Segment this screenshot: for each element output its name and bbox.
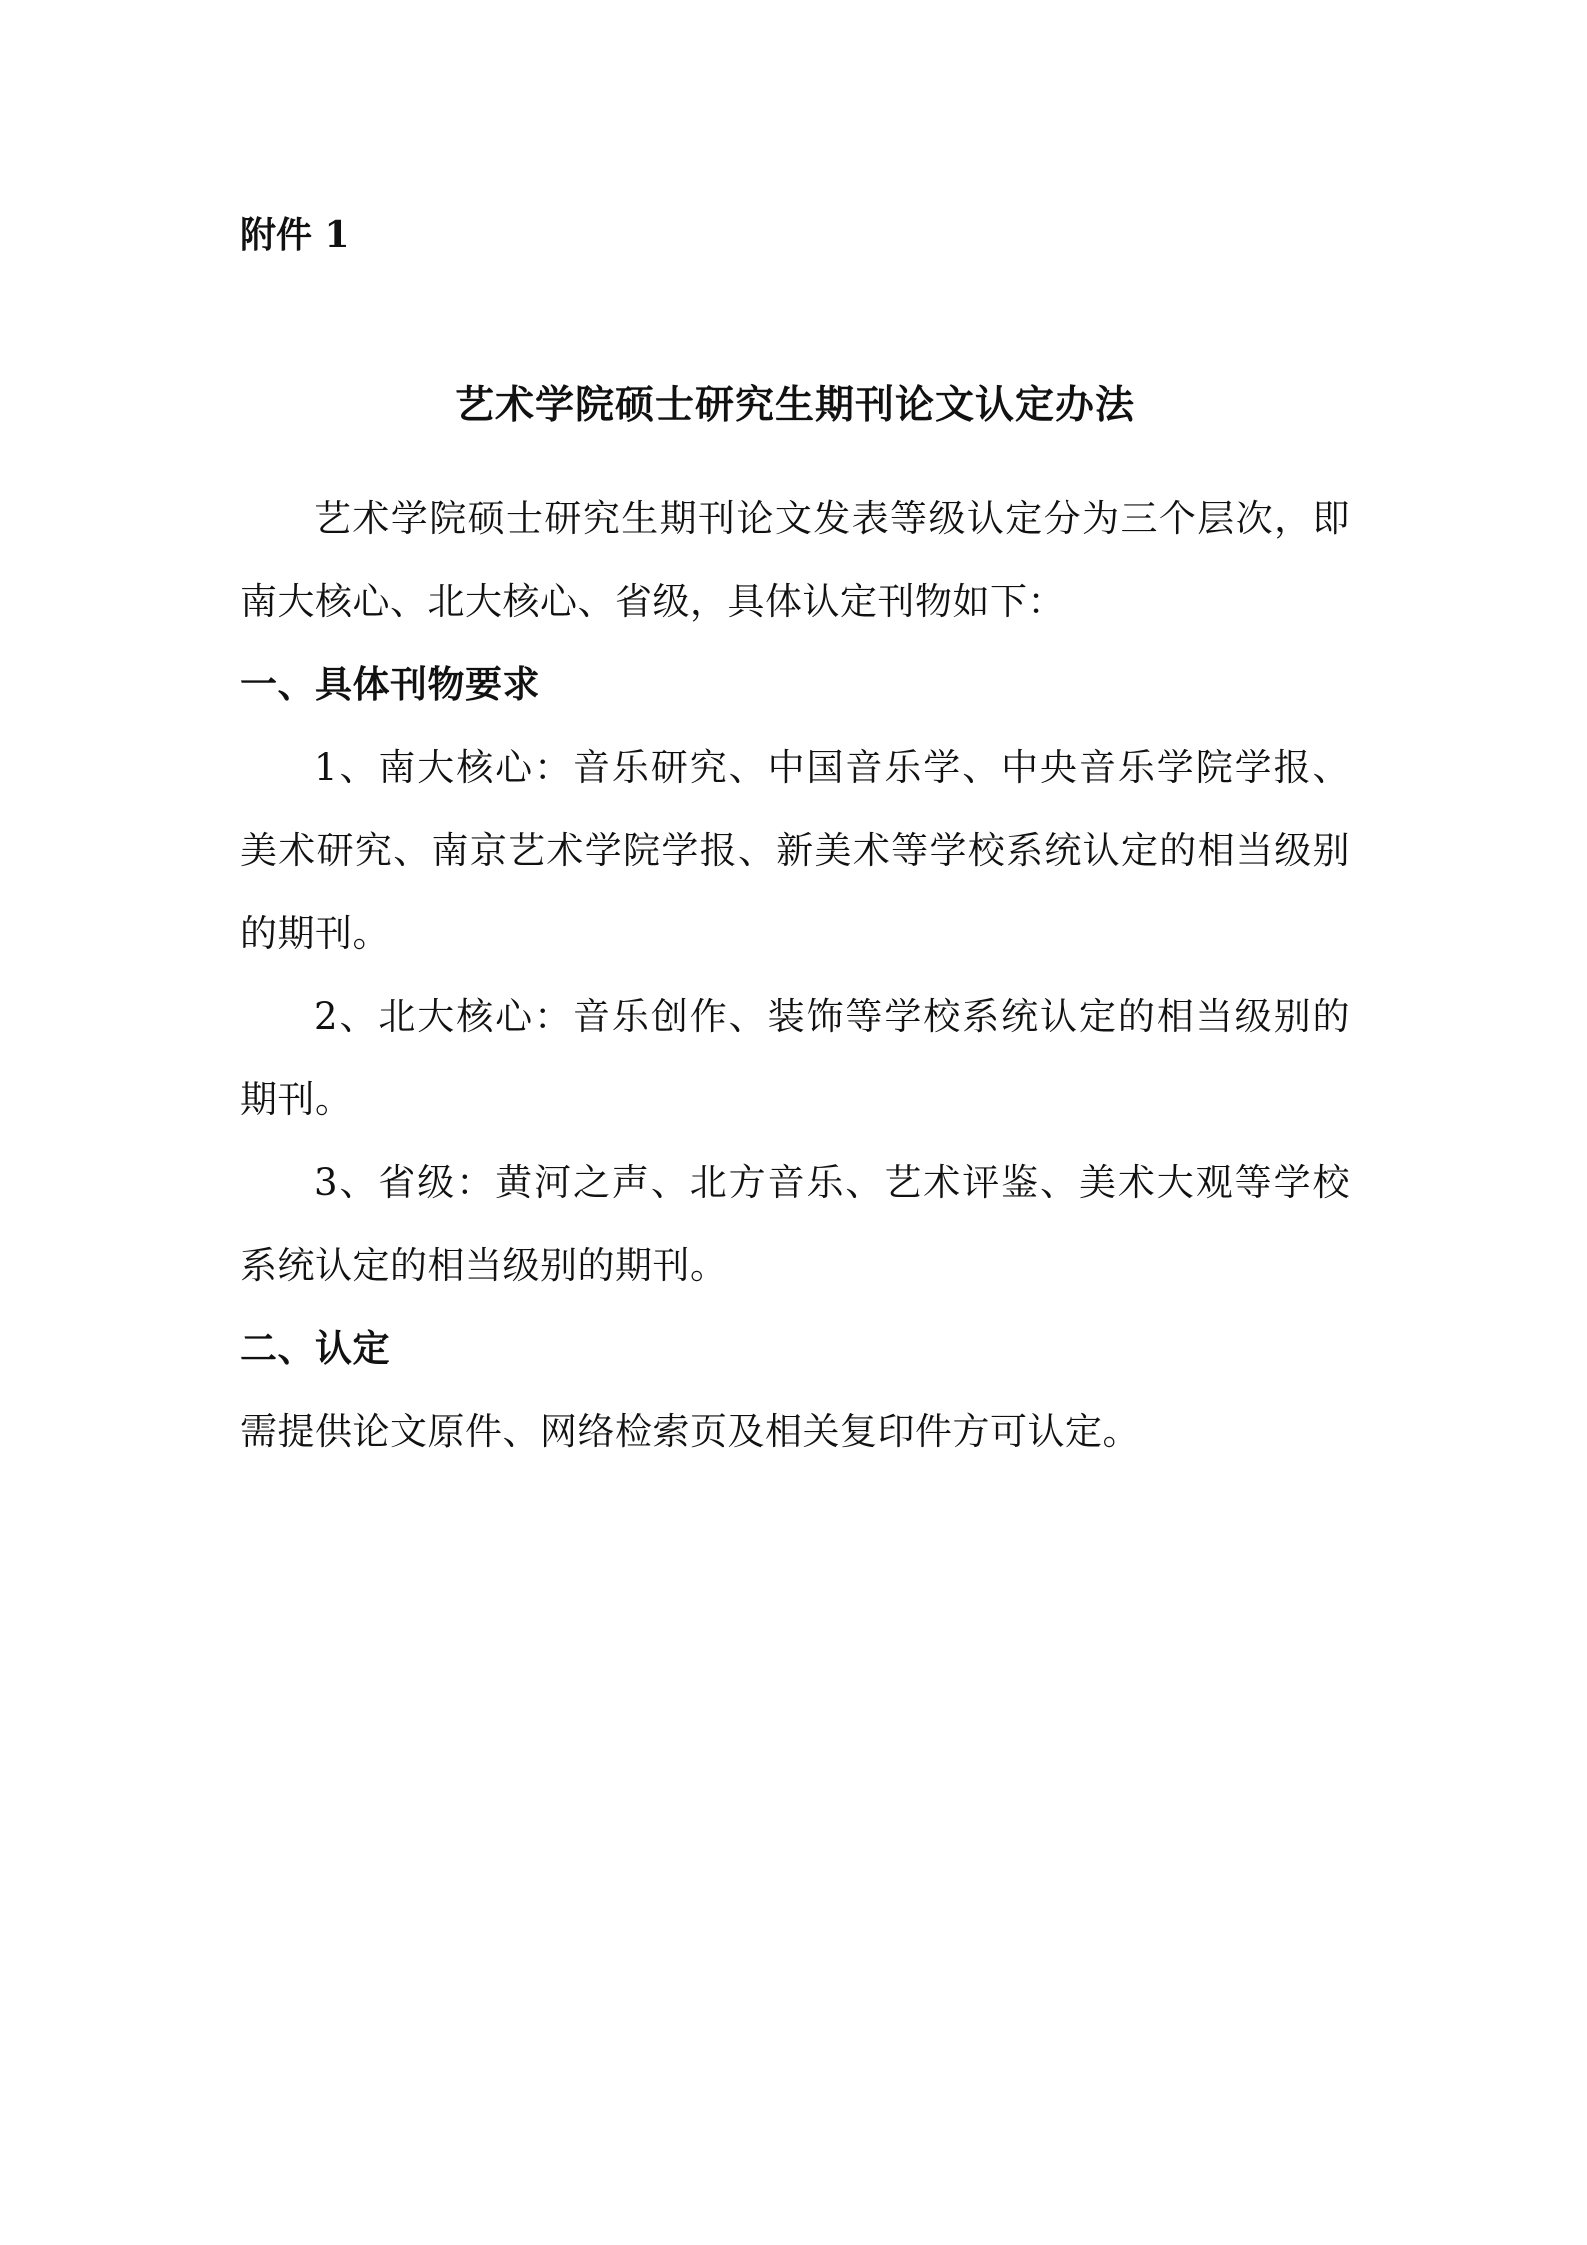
document-title: 艺术学院硕士研究生期刊论文认定办法 (454, 382, 1135, 428)
list-item-provincial: 3、省级：黄河之声、北方音乐、艺术评鉴、美术大观等学校系统认定的相当级别的期刊。 (240, 1161, 1350, 1287)
section-heading-journal-requirements: 一、具体刊物要求 (240, 662, 540, 706)
intro-paragraph: 艺术学院硕士研究生期刊论文发表等级认定分为三个层次，即南大核心、北大核心、省级，具体认定刊物如下： (240, 497, 1350, 623)
list-item-nanda-core: 1、南大核心：音乐研究、中国音乐学、中央音乐学院学报、美术研究、南京艺术学院学报、新美术等学校系统认定的相当级别的期刊。 (240, 746, 1350, 955)
document-content (240, 205, 1350, 1473)
section-heading-recognition: 二、认定 (240, 1326, 390, 1370)
list-item-beida-core: 2、北大核心：音乐创作、装饰等学校系统认定的相当级别的期刊。 (240, 995, 1350, 1121)
attachment-label: 附件 1 (240, 214, 350, 256)
recognition-paragraph: 需提供论文原件、网络检索页及相关复印件方可认定。 (240, 1410, 1140, 1453)
